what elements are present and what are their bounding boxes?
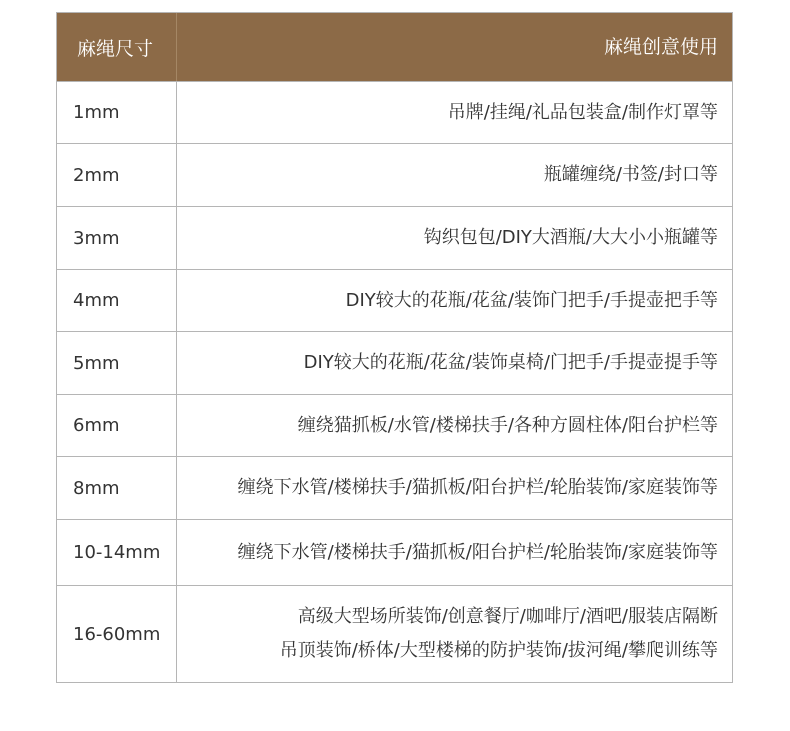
use-line: 高级大型场所装饰/创意餐厅/咖啡厅/酒吧/服装店隔断	[297, 606, 718, 627]
use-cell	[177, 586, 732, 682]
size-cell: 1mm	[57, 82, 177, 143]
use-line: 缠绕下水管/楼梯扶手/猫抓板/阳台护栏/轮胎装饰/家庭装饰等	[237, 541, 718, 563]
use-line: 吊顶装饰/桥体/大型楼梯的防护装饰/拔河绳/攀爬训练等	[279, 640, 718, 661]
table-row	[57, 206, 732, 269]
use-line: 吊牌/挂绳/礼品包装盒/制作灯罩等	[447, 101, 718, 123]
use-cell	[177, 207, 732, 269]
size-cell: 10-14mm	[57, 520, 177, 585]
size-cell: 8mm	[57, 457, 177, 519]
header-size: 麻绳尺寸	[57, 13, 177, 81]
use-cell	[177, 520, 732, 585]
table-row	[57, 456, 732, 519]
size-cell: 6mm	[57, 395, 177, 456]
use-cell	[177, 82, 732, 143]
use-line: DIY较大的花瓶/花盆/装饰桌椅/门把手/手提壶提手等	[303, 352, 718, 373]
size-cell: 4mm	[57, 270, 177, 331]
use-line: 缠绕下水管/楼梯扶手/猫抓板/阳台护栏/轮胎装饰/家庭装饰等	[237, 477, 718, 498]
use-line: DIY较大的花瓶/花盆/装饰门把手/手提壶把手等	[345, 289, 718, 311]
table-row	[57, 585, 732, 682]
table-row	[57, 519, 732, 585]
rope-usage-table	[56, 12, 733, 683]
size-cell: 16-60mm	[57, 586, 177, 682]
table-row	[57, 269, 732, 331]
table-row	[57, 143, 732, 206]
size-cell: 2mm	[57, 144, 177, 206]
use-cell	[177, 457, 732, 519]
size-cell: 5mm	[57, 332, 177, 394]
size-cell: 3mm	[57, 207, 177, 269]
use-line: 缠绕猫抓板/水管/楼梯扶手/各种方圆柱体/阳台护栏等	[297, 414, 718, 436]
table-row	[57, 394, 732, 456]
header-use: 麻绳创意使用	[603, 36, 718, 58]
use-cell	[177, 332, 732, 394]
table-row	[57, 331, 732, 394]
table-row	[57, 81, 732, 143]
use-line: 钩织包包/DIY大酒瓶/大大小小瓶罐等	[423, 227, 718, 248]
use-cell	[177, 270, 732, 331]
use-cell	[177, 144, 732, 206]
use-cell	[177, 395, 732, 456]
use-line: 瓶罐缠绕/书签/封口等	[543, 164, 718, 185]
table-header-row	[57, 13, 732, 81]
